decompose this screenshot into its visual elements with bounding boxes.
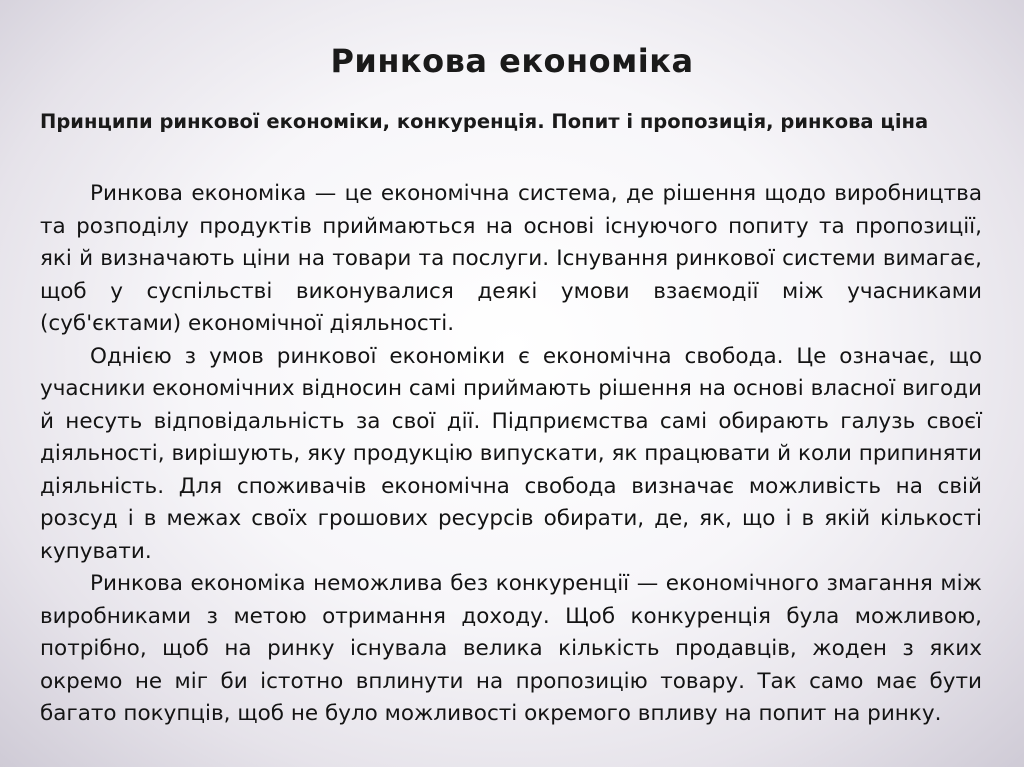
slide-body <box>40 178 982 731</box>
slide-title: Ринкова економіка <box>330 42 694 80</box>
body-paragraph-1: Ринкова економіка — це економічна система, де рішення щодо виробництва та розподілу продуктів приймаються на основі існуючого попиту та пропозиції, які й визначають ціни на товари та послуги. Існування ринкової системи вимагає, щоб у суспільстві виконувалися деякі умови взаємодії між учасниками (суб'єктами) економічної діяльності. <box>40 181 982 336</box>
slide-subtitle: Принципи ринкової економіки, конкуренція. Попит і пропозиція, ринкова ціна <box>40 110 929 133</box>
body-paragraph-2: Однією з умов ринкової економіки є економічна свобода. Це означає, що учасники економічних відносин самі приймають рішення на основі власної вигоди й несуть відповідальність за свої дії. Підприємства самі обирають галузь своєї діяльності, вирішують, яку продукцію випускати, як працювати й коли припиняти діяльність. Для споживачів економічна свобода визначає можливість на свій розсуд і в межах своїх грошових ресурсів обирати, де, як, що і в якій кількості купувати. <box>40 343 982 564</box>
body-paragraph-3: Ринкова економіка неможлива без конкуренції — економічного змагання між виробниками з метою отримання доходу. Щоб конкуренція була можливою, потрібно, щоб на ринку існувала велика кількість продавців, жоден з яких окремо не міг би істотно вплинути на пропозицію товару. Так само має бути багато покупців, щоб не було можливості окремого впливу на попит на ринку. <box>40 571 982 726</box>
